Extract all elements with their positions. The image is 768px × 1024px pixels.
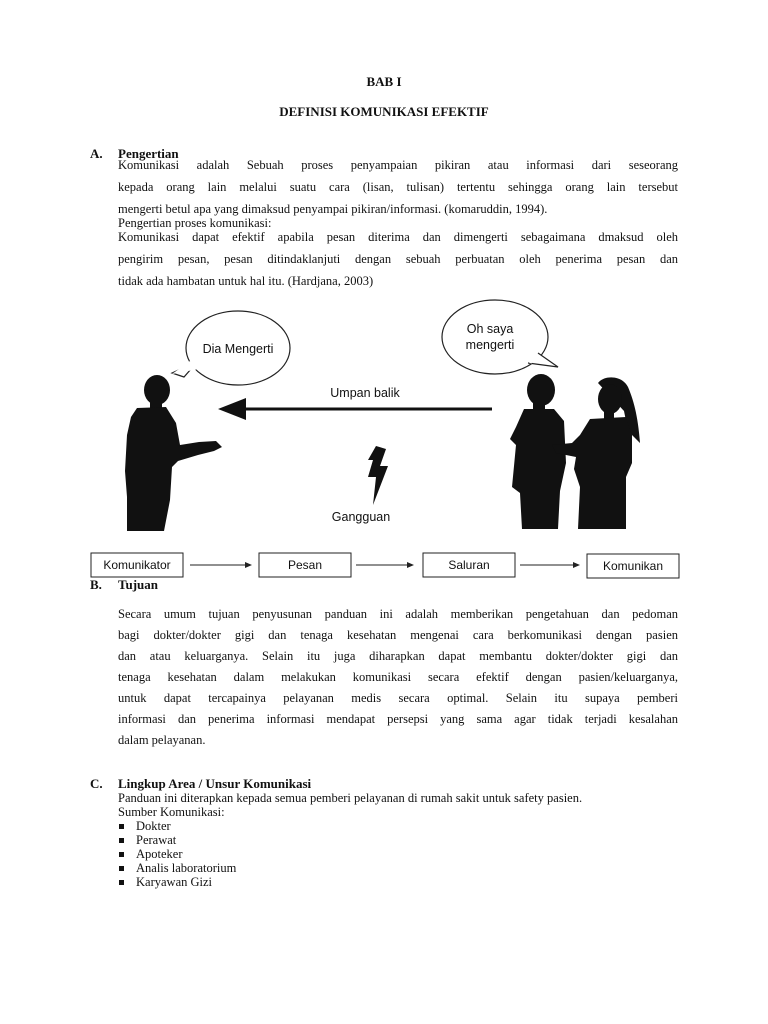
section-a-letter: A. [90, 146, 103, 161]
bullet-icon [119, 866, 124, 871]
section-b-paragraph [118, 606, 678, 748]
paragraph-line: informasi dan penerima informasi mendapat persepsi yang sama agar tidak terjadi kesalahan [118, 712, 678, 726]
paragraph-line: Komunikasi dapat efektif apabila pesan diterima dan dimengerti sebagaimana dmaksud oleh [118, 230, 678, 244]
feedback-label: Umpan balik [330, 386, 400, 400]
flow-arrowhead [407, 562, 414, 568]
bubble-right-text-2: mengerti [465, 338, 515, 352]
paragraph-line: mengerti betul apa yang dimaksud penyampai pikiran/informasi. (komaruddin, 1994). [118, 202, 548, 216]
section-b-letter: B. [90, 577, 102, 592]
flow-box-komunikan [587, 554, 679, 578]
list-item-text: Apoteker [136, 847, 183, 861]
section-b-title: Tujuan [118, 577, 158, 592]
communication-diagram [0, 295, 768, 585]
page-title: DEFINISI KOMUNIKASI EFEKTIF [279, 104, 489, 119]
feedback-arrow [218, 398, 492, 420]
flow-box-saluran [423, 553, 515, 577]
flow-label: Pesan [287, 558, 323, 572]
paragraph-line: Secara umum tujuan penyusunan panduan ini adalah memberikan pengetahuan dan pedoman [118, 607, 678, 621]
list-item [118, 861, 236, 875]
paragraph-line: untuk dapat tercapainya pelayanan medis secara optimal. Selain itu supaya pemberi [118, 691, 678, 705]
flow-arrowhead [245, 562, 252, 568]
chapter-label: BAB I [366, 74, 402, 89]
flow-box-pesan [259, 553, 351, 577]
flow-label: Komunikan [602, 559, 664, 573]
paragraph-line: Komunikasi adalah Sebuah proses penyampaian pikiran atau informasi dari seseorang [118, 158, 678, 172]
paragraph-line: dalam pelayanan. [118, 733, 206, 747]
section-a-subheading: Pengertian proses komunikasi: [118, 216, 272, 230]
list-item [118, 819, 236, 833]
lightning-icon [368, 446, 388, 505]
bullet-icon [119, 852, 124, 857]
bubble-right-text-1: Oh saya [466, 322, 514, 336]
flow-label: Saluran [448, 558, 490, 572]
bubble-left-text: Dia Mengerti [202, 342, 274, 356]
list-item [118, 847, 236, 861]
noise-label: Gangguan [331, 510, 391, 524]
paragraph-line: kepada orang lain melalui suatu cara (lisan, tulisan) tertentu sehingga orang lain tersebut [118, 180, 678, 194]
section-c-subheading: Sumber Komunikasi: [118, 805, 225, 819]
section-c-title: Lingkup Area / Unsur Komunikasi [118, 776, 312, 791]
section-c-intro: Panduan ini diterapkan kepada semua pemberi pelayanan di rumah sakit untuk safety pasien. [118, 791, 583, 805]
list-item [118, 833, 236, 847]
section-c-letter: C. [90, 776, 103, 791]
list-item-text: Perawat [136, 833, 177, 847]
bullet-icon [119, 880, 124, 885]
receiver-silhouette-woman [552, 377, 640, 529]
communication-source-list [118, 819, 236, 889]
flow-arrowhead [573, 562, 580, 568]
list-item-text: Karyawan Gizi [136, 875, 213, 889]
paragraph-line: tidak ada hambatan untuk hal itu. (Hardjana, 2003) [118, 274, 374, 288]
paragraph-line: bagi dokter/dokter gigi dan tenaga kesehatan mengenai cara berkomunikasi dengan pasien [118, 628, 678, 642]
section-a-paragraph-2 [118, 229, 678, 289]
section-a-title: Pengertian [118, 146, 179, 161]
section-a-paragraph-1 [118, 157, 678, 217]
speech-bubble-left [172, 311, 290, 385]
flow-box-komunikator [91, 553, 183, 577]
paragraph-line: tenaga kesehatan dalam melakukan komunikasi secara efektif dengan pasien/keluarganya, [118, 670, 678, 684]
list-item [118, 875, 236, 889]
list-item-text: Dokter [136, 819, 171, 833]
paragraph-line: pengirim pesan, pesan ditindaklanjuti dengan sebuah perbuatan oleh penerima pesan dan [118, 252, 678, 266]
bullet-icon [119, 824, 124, 829]
communicator-silhouette [125, 375, 222, 531]
paragraph-line: dan atau keluarganya. Selain itu juga diharapkan dapat membantu dokter/dokter gigi dan [118, 649, 678, 663]
list-item-text: Analis laboratorium [136, 861, 237, 875]
bullet-icon [119, 838, 124, 843]
speech-bubble-right [442, 300, 558, 374]
flow-label: Komunikator [103, 558, 171, 572]
